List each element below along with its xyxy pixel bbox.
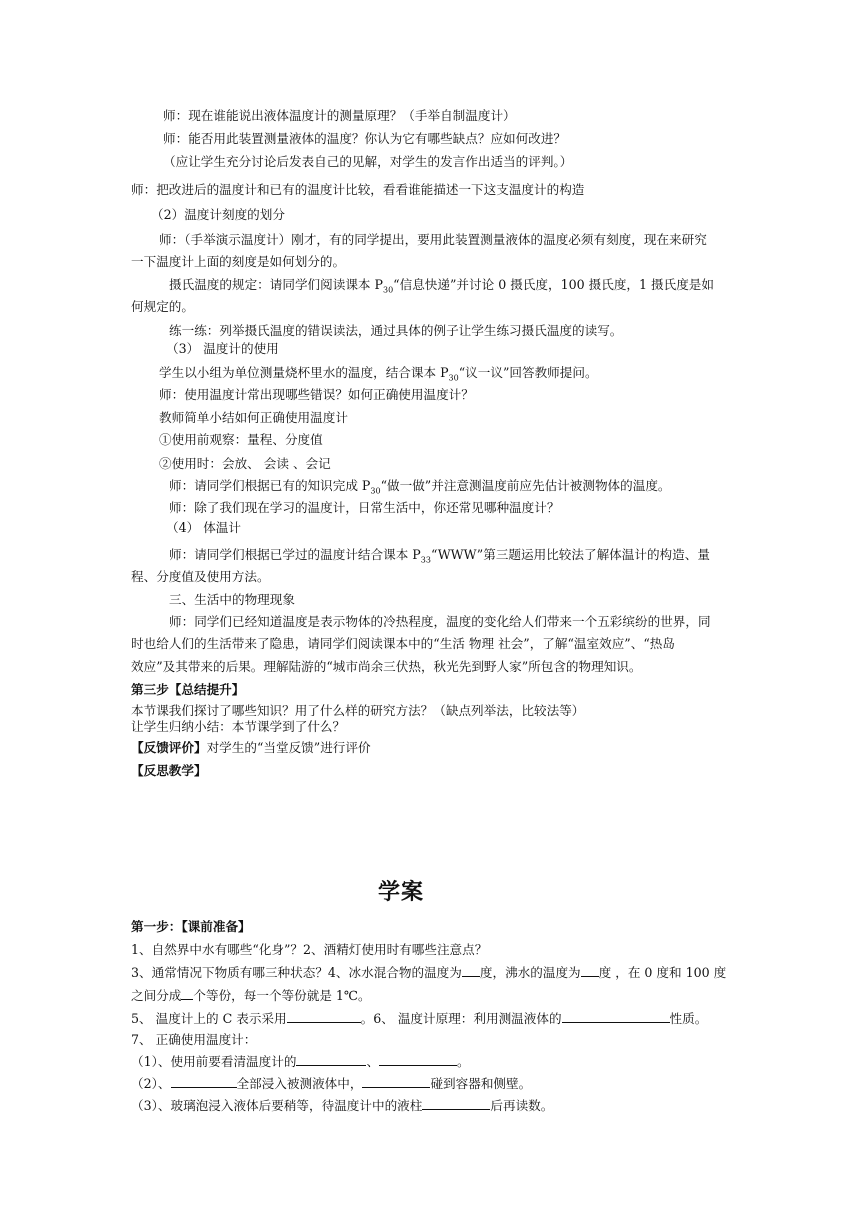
- reflection-heading: 【反思教学】: [131, 763, 207, 778]
- text-line: 程、分度值及使用方法。: [131, 569, 270, 584]
- question-line: 7、 正确使用温度计：: [131, 1032, 257, 1047]
- text-line: 摄氏温度的规定：请同学们阅读课本 $P_{30}“$信息快递”并讨论 0 摄氏度，100 摄氏度，1 摄氏度是如: [169, 277, 714, 295]
- question-line: （2）、 全部浸入被测液体中， 碰到容器和侧壁。: [131, 1076, 532, 1091]
- text-line: 教师简单小结如何正确使用温度计: [159, 410, 348, 425]
- text-line: 练一练：列举摄氏温度的错误读法，通过具体的例子让学生练习摄氏温度的读写。: [169, 323, 623, 338]
- step-heading: 第三步【总结提升】: [131, 682, 245, 697]
- feedback-line: 【反馈评价】对学生的“当堂反馈”进行评价: [131, 740, 371, 755]
- text-line: 让学生归纳小结：本节课学到了什么？: [131, 719, 346, 734]
- subheading: （4） 体温计: [166, 520, 241, 535]
- text-line: 何规定的。: [131, 299, 194, 314]
- question-line: （1）、使用前要看清温度计的 、 。: [131, 1054, 470, 1069]
- text-line: 本节课我们探讨了哪些知识？用了什么样的研究方法？（缺点列举法，比较法等）: [131, 703, 585, 718]
- question-line: 之间分成 个等份，每一个等份就是 1℃。: [131, 988, 371, 1003]
- question-line: （3）、玻璃泡浸入液体后要稍等，待温度计中的液柱 后再读数。: [131, 1098, 554, 1113]
- text-line: 师：同学们已经知道温度是表示物体的冷热程度，温度的变化给人们带来一个五彩缤纷的世界，同: [169, 614, 711, 629]
- text-line: 师：把改进后的温度计和已有的温度计比较，看看谁能描述一下这支温度计的构造: [131, 182, 585, 197]
- question-line: 5、 温度计上的 C 表示采用 。6、 温度计原理：利用测温液体的 性质。: [131, 1011, 708, 1026]
- text-line: 时也给人们的生活带来了隐患，请同学们阅读课本中的“生活 物理 社会”，了解“温室效应”、“热岛: [131, 636, 675, 651]
- text-line: ①使用前观察：量程、分度值: [159, 432, 323, 447]
- text-line: 师：现在谁能说出液体温度计的测量原理？（手举自制温度计）: [163, 108, 516, 123]
- subheading: （3） 温度计的使用: [166, 341, 279, 356]
- subheading: （2）温度计刻度的划分: [151, 207, 285, 222]
- step-heading: 第一步：【课前准备】: [131, 919, 251, 934]
- subheading: 三、生活中的物理现象: [169, 592, 295, 607]
- question-line: 1、自然界中水有哪些“化身”？2、酒精灯使用时有哪些注意点？: [131, 942, 488, 957]
- text-line: 师：请同学们根据已学过的温度计结合课本 $P_{33}“WWW$”第三题运用比较法了解体温计的构造、量: [169, 547, 710, 565]
- text-line: ②使用时：会放、 会读 、会记: [159, 456, 331, 471]
- text-line: （应让学生充分讨论后发表自己的见解，对学生的发言作出适当的评判。）: [163, 154, 573, 169]
- page-title: 学案: [378, 879, 425, 905]
- text-line: 学生以小组为单位测量烧杯里水的温度，结合课本 $P_{30}“$议一议”回答教师提问。: [159, 365, 598, 383]
- text-line: 师：除了我们现在学习的温度计，日常生活中，你还常见哪种温度计？: [169, 500, 560, 515]
- text-line: 效应”及其带来的后果。理解陆游的“城市尚余三伏热，秋光先到野人家”所包含的物理知识。: [131, 659, 642, 674]
- question-line: 3、通常情况下物质有哪三种状态？4、冰水混合物的温度为 度，沸水的温度为 度 ，在 0 度和 100 度: [131, 965, 727, 980]
- text-line: 师：请同学们根据已有的知识完成 $P_{30}“$做一做”并注意测温度前应先估计被测物体的温度。: [169, 478, 671, 496]
- text-line: 师：（手举演示温度计）刚才，有的同学提出，要用此装置测量液体的温度必须有刻度，现在来研究: [159, 232, 707, 247]
- text-line: 师：使用温度计常出现哪些错误？如何正确使用温度计？: [159, 387, 474, 402]
- text-line: 一下温度计上面的刻度是如何划分的。: [131, 254, 346, 269]
- text-line: 师：能否用此装置测量液体的温度？你认为它有哪些缺点？应如何改进？: [163, 131, 566, 146]
